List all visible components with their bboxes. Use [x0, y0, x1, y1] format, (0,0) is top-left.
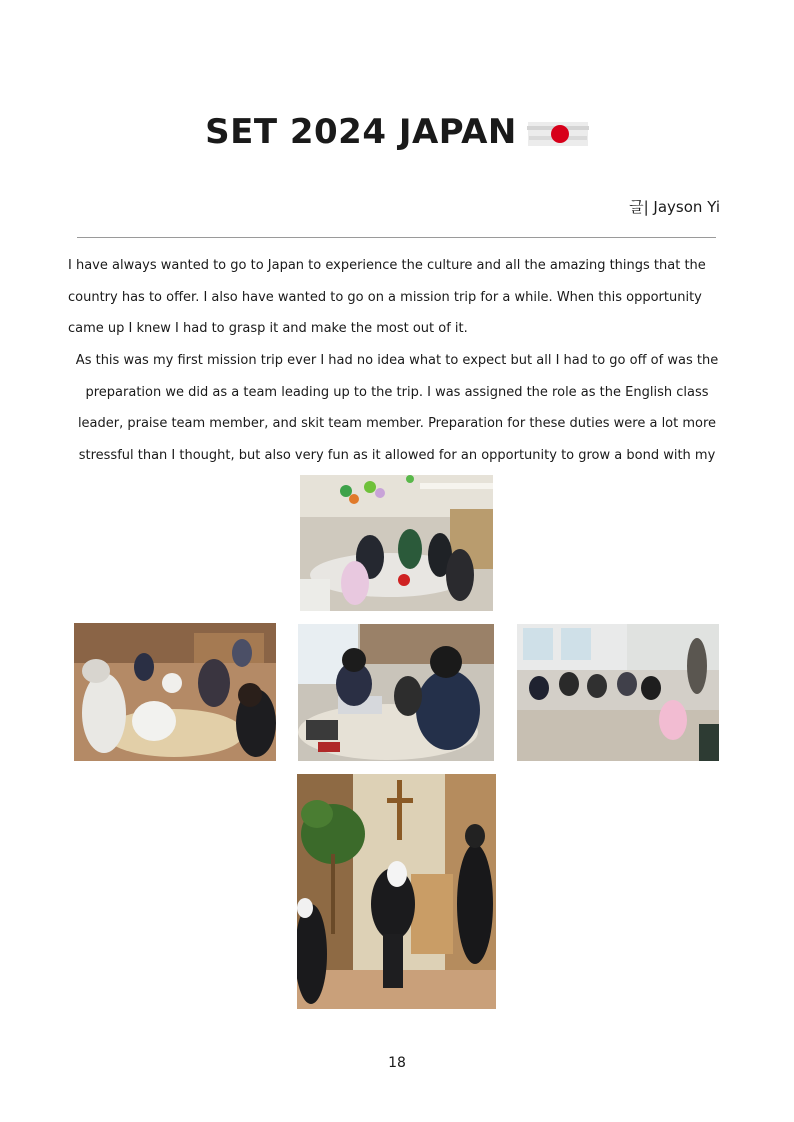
- divider: [77, 237, 716, 238]
- author-byline: 글| Jayson Yi: [629, 198, 720, 216]
- photo-skit-church: [297, 774, 496, 1009]
- title-text: SET 2024 JAPAN: [205, 112, 517, 152]
- page-title: [0, 112, 794, 152]
- body-paragraph-2: As this was my first mission trip ever I had no idea what to expect but all I had to go off of was the preparation we did as a team leading up to the trip. I was assigned the role as the English class leader, praise team member, and skit team member. Preparation for these duties were a lot more stressful than I thought, but also very fun as it allowed for an opportunity to grow a bond with my: [75, 353, 719, 463]
- page-number: 18: [388, 1055, 406, 1071]
- photo-lantern-making: [74, 623, 276, 761]
- photo-kids-game: [517, 624, 719, 761]
- body-paragraph-1: I have always wanted to go to Japan to experience the culture and all the amazing things that the country has to offer. I also have wanted to go on a mission trip for a while. When this opportunity came up I knew I had to grasp it and make the most out of it.: [68, 258, 706, 336]
- japan-flag-icon: [527, 118, 589, 150]
- photo-party-classroom: [300, 475, 493, 611]
- photo-laptop-class: [298, 624, 494, 761]
